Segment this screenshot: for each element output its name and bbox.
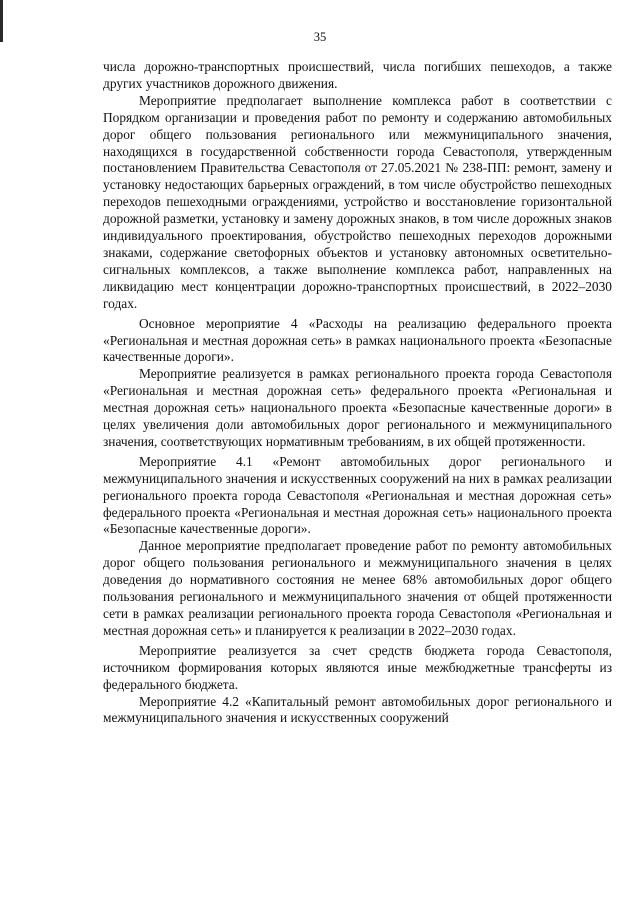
paragraph-measure-description: Мероприятие предполагает выполнение комплекса работ в соответствии с Порядком организации и проведения работ по ремонту и содержанию автомобильных дорог общего пользования регионального или межмуниципального значения, находящихся в государственной собственности города Севастополя, утвержденным постановлением Правительства Севастополя от 27.05.2021 № 238-ПП: ремонт, замену и установку недостающих барьерных ограждений, в том числе обустройство пешеходных переходов пешеходными ограждениями, устройство и восстановление горизонтальной дорожной разметки, установку и замену дорожных знаков, в том числе дорожных знаков индивидуального проектирования, обустройство пешеходных переходов дорожными знаками, содержание светофорных объектов и установку автономных осветительно-сигнальных комплексов, а также выполнение комплекса работ, направленных на ликвидацию мест концентрации дорожно-транспортных происшествий, в 2022–2030 годах.	[103, 92, 612, 311]
paragraph-measure-4-1: Мероприятие 4.1 «Ремонт автомобильных дорог регионального и межмуниципального значения и искусственных сооружений на них в рамках реализации регионального проекта города Севастополя «Региональная и местная дорожная сеть» федерального проекта «Региональная и местная дорожная сеть» национального проекта «Безопасные качественные дороги».	[103, 453, 612, 537]
paragraph-funding-source: Мероприятие реализуется за счет средств бюджета города Севастополя, источником формирования которых являются иные межбюджетные трансферты из федерального бюджета.	[103, 642, 612, 692]
document-body	[103, 59, 612, 727]
paragraph-main-measure-4: Основное мероприятие 4 «Расходы на реализацию федерального проекта «Региональная и местная дорожная сеть» в рамках национального проекта «Безопасные качественные дороги».	[103, 315, 612, 365]
paragraph-measure-implementation: Мероприятие реализуется в рамках регионального проекта города Севастополя «Региональная и местная дорожная сеть» федерального проекта «Региональная и местная дорожная сеть» национального проекта «Безопасные качественные дороги» в целях увеличения доли автомобильных дорог регионального и межмуниципального значения, соответствующих нормативным требованиям, в их общей протяженности.	[103, 366, 612, 449]
page-number: 35	[313, 30, 327, 44]
paragraph-measure-4-1-details: Данное мероприятие предполагает проведение работ по ремонту автомобильных дорог общего пользования регионального и межмуниципального значения в целях доведения до нормативного состояния не менее 68% автомобильных дорог общего пользования регионального и межмуниципального значения от общей протяженности сети в рамках реализации регионального проекта города Севастополя «Региональная и местная дорожная сеть» и планируется к реализации в 2022–2030 годах.	[103, 538, 612, 638]
paragraph-measure-4-2: Мероприятие 4.2 «Капитальный ремонт автомобильных дорог регионального и межмуниципального значения и искусственных сооружений	[103, 693, 612, 726]
paragraph-continuation: числа дорожно-транспортных происшествий, числа погибших пешеходов, а также других участников дорожного движения.	[103, 59, 612, 91]
